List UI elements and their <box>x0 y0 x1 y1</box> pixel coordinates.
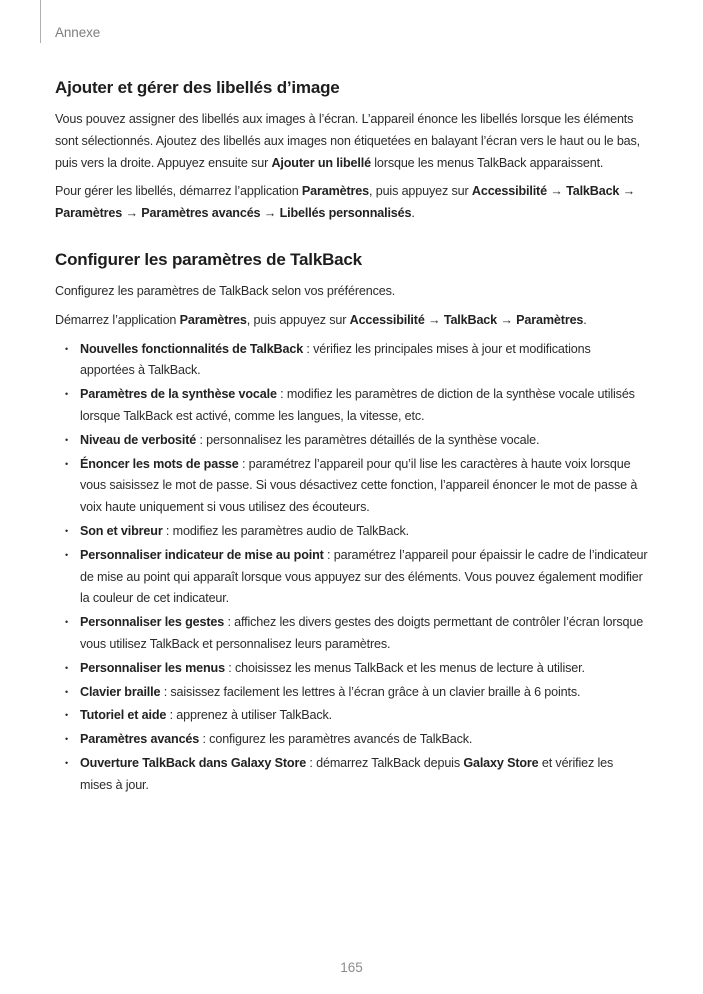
list-item <box>55 384 648 428</box>
header-divider <box>40 0 41 43</box>
list-item-text: Niveau de verbosité : personnalisez les paramètres détaillés de la synthèse vocale. <box>80 432 540 447</box>
list-item-text: Personnaliser les gestes : affichez les divers gestes des doigts permettant de contrôler l’écran lorsque vous utilisez TalkBack et personnalisez leurs paramètres. <box>80 615 644 651</box>
bullet-icon: • <box>65 686 69 697</box>
bullet-icon: • <box>65 549 69 560</box>
list-item-text: Personnaliser indicateur de mise au point : paramétrez l’appareil pour épaissir le cadre de l’indicateur de mise au point qui apparaît lorsque vous appuyez sur des éléments. Vous pouvez également modifier la couleur de cet indicateur. <box>80 547 648 606</box>
chapter-label: Annexe <box>55 25 101 40</box>
paragraph: Pour gérer les libellés, démarrez l’application Paramètres, puis appuyez sur Accessibilité → TalkBack → Paramètres → Paramètres avancés → Libellés personnalisés. <box>55 184 636 221</box>
list-item-text: Énoncer les mots de passe : paramétrez l’appareil pour qu’il lise les caractères à haute voix lorsque vous saisissez le mot de passe. Si vous désactivez cette fonction, l’appareil énoncer le mot de passe à voix haute uniquement si vous utilisez des écouteurs. <box>80 456 638 515</box>
list-item-text: Ouverture TalkBack dans Galaxy Store : démarrez TalkBack depuis Galaxy Store et vérifiez les mises à jour. <box>80 755 614 792</box>
list-item-text: Nouvelles fonctionnalités de TalkBack : vérifiez les principales mises à jour et modifications apportées à TalkBack. <box>80 341 591 378</box>
talkback-settings-list <box>55 339 648 797</box>
bullet-icon: • <box>65 434 69 445</box>
bullet-icon: • <box>65 617 69 628</box>
bullet-icon: • <box>65 710 69 721</box>
list-item-text: Son et vibreur : modifiez les paramètres audio de TalkBack. <box>80 523 409 538</box>
list-item <box>55 682 648 704</box>
bullet-icon: • <box>65 525 69 536</box>
list-item-text: Clavier braille : saisissez facilement les lettres à l’écran grâce à un clavier braille à 6 points. <box>80 684 581 699</box>
bullet-icon: • <box>65 734 69 745</box>
section-title-add-manage-labels: Ajouter et gérer des libellés d’image <box>55 78 340 97</box>
list-item <box>55 612 648 656</box>
bullet-icon: • <box>65 458 69 469</box>
section-title-configure-talkback: Configurer les paramètres de TalkBack <box>55 249 362 269</box>
list-item <box>55 753 648 797</box>
list-item <box>55 729 648 751</box>
list-item-text: Tutoriel et aide : apprenez à utiliser TalkBack. <box>80 708 333 723</box>
list-item-text: Paramètres de la synthèse vocale : modifiez les paramètres de diction de la synthèse vocale utilisés lorsque TalkBack est activé, comme les langues, la vitesse, etc. <box>80 387 635 423</box>
paragraph: Vous pouvez assigner des libellés aux images à l’écran. L’appareil énonce les libellés lorsque les éléments sont sélectionnés. Ajoutez des libellés aux images non étiquetées en balayant l’écran vers le haut ou le bas, puis vers la droite. Appuyez ensuite sur Ajouter un libellé lorsque les menus TalkBack apparaissent. <box>55 112 641 170</box>
list-item <box>55 705 648 727</box>
list-item <box>55 339 648 383</box>
list-item <box>55 658 648 680</box>
bullet-icon: • <box>65 757 69 768</box>
bullet-icon: • <box>65 389 69 400</box>
list-item <box>55 430 648 452</box>
paragraph: Démarrez l’application Paramètres, puis appuyez sur Accessibilité → TalkBack → Paramètres. <box>55 312 587 327</box>
list-item-text: Personnaliser les menus : choisissez les menus TalkBack et les menus de lecture à utiliser. <box>80 660 585 675</box>
bullet-icon: • <box>65 662 69 673</box>
page-number: 165 <box>340 960 363 975</box>
bullet-icon: • <box>65 343 69 354</box>
list-item <box>55 545 648 610</box>
list-item-text: Paramètres avancés : configurez les paramètres avancés de TalkBack. <box>80 732 473 747</box>
page-footer <box>0 959 703 977</box>
list-item <box>55 454 648 519</box>
page-content <box>55 78 648 799</box>
paragraph: Configurez les paramètres de TalkBack selon vos préférences. <box>55 283 396 298</box>
list-item <box>55 521 648 543</box>
